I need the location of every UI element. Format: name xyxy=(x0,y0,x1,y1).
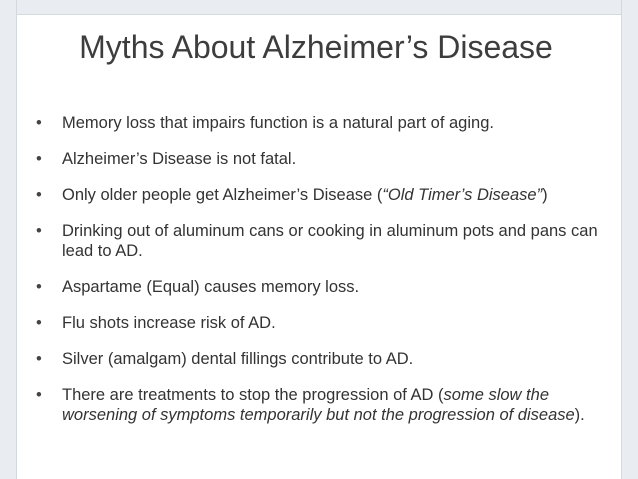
bullet-text: Silver (amalgam) dental fillings contribute to AD. xyxy=(62,350,414,368)
bullet-icon: • xyxy=(36,186,42,204)
bullet-icon: • xyxy=(36,314,42,332)
bullet-item xyxy=(36,149,616,169)
bullet-icon: • xyxy=(36,386,42,404)
slide-right-border xyxy=(621,0,638,479)
bullet-text: Drinking out of aluminum cans or cooking in aluminum pots and pans can lead to AD. xyxy=(62,222,598,260)
bullet-item xyxy=(36,385,616,425)
bullet-list xyxy=(36,113,616,441)
bullet-item xyxy=(36,221,616,261)
bullet-item xyxy=(36,277,616,297)
bullet-text: There are treatments to stop the progression of AD (some slow the worsening of symptoms temporarily but not the progression of disease). xyxy=(62,386,585,424)
slide-top-border xyxy=(0,0,638,15)
bullet-text: Only older people get Alzheimer’s Disease (“Old Timer’s Disease”) xyxy=(62,186,548,204)
bullet-text: Aspartame (Equal) causes memory loss. xyxy=(62,278,360,296)
bullet-text: Flu shots increase risk of AD. xyxy=(62,314,276,332)
bullet-icon: • xyxy=(36,150,42,168)
bullet-icon: • xyxy=(36,222,42,240)
bullet-text: Memory loss that impairs function is a natural part of aging. xyxy=(62,114,494,132)
slide-left-border xyxy=(0,0,17,479)
bullet-item xyxy=(36,113,616,133)
bullet-item xyxy=(36,185,616,205)
bullet-item xyxy=(36,349,616,369)
bullet-text: Alzheimer’s Disease is not fatal. xyxy=(62,150,297,168)
bullet-item xyxy=(36,313,616,333)
slide-title: Myths About Alzheimer’s Disease xyxy=(79,29,553,65)
bullet-icon: • xyxy=(36,350,42,368)
bullet-icon: • xyxy=(36,114,42,132)
bullet-icon: • xyxy=(36,278,42,296)
